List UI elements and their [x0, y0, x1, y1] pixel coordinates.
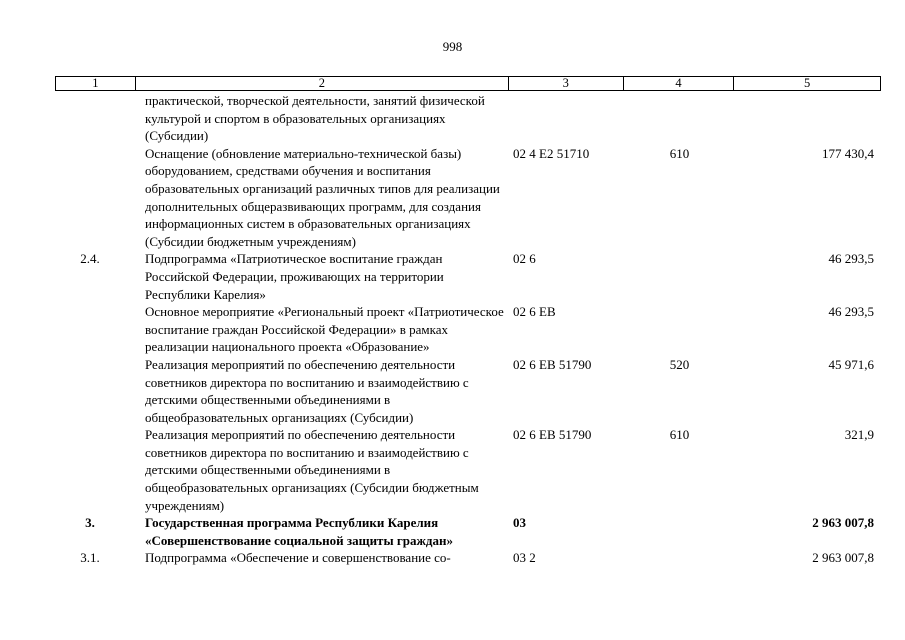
row-sum: 177 430,4	[822, 145, 874, 161]
row-name: Подпрограмма «Обеспечение и совершенствование со-	[145, 550, 451, 566]
table-row	[55, 549, 881, 567]
row-number	[55, 303, 135, 356]
header-col-4: 4	[624, 77, 735, 90]
row-code: 03 2	[513, 550, 536, 566]
row-name: практической, творческой деятельности, занятий физической культурой и спортом в образовательных организациях (Субсидии)	[145, 93, 485, 144]
row-name: Реализация мероприятий по обеспечению деятельности советников директора по воспитанию и взаимодействию с детскими общественными объединениями в общеобразовательных организациях (Субсидии бюджетным учреждениям)	[145, 427, 479, 513]
row-sum: 46 293,5	[828, 304, 874, 320]
row-code: 02 6	[513, 251, 536, 267]
row-name: Государственная программа Республики Карелия «Совершенствование социальной защиты граждан»	[145, 515, 453, 548]
page-number: 998	[442, 39, 463, 54]
row-code	[509, 92, 624, 145]
table-row	[55, 514, 881, 549]
row-kvr	[624, 549, 735, 567]
header-col-1: 1	[56, 77, 136, 90]
table-row	[55, 303, 881, 356]
row-sum: 46 293,5	[828, 251, 874, 267]
table-header	[55, 76, 881, 91]
table-row	[55, 356, 881, 426]
row-name: Оснащение (обновление материально-технической базы) оборудованием, средствами обучения и воспитания образовательных организаций различных типов для реализации дополнительных общеразвивающих программ, для создания информационных систем в образовательных организациях (Субсидии бюджетным учреждениям)	[145, 145, 500, 249]
row-number: 2.4.	[80, 251, 100, 267]
header-col-5: 5	[804, 76, 811, 90]
row-number: 3.	[85, 515, 95, 531]
row-kvr	[624, 92, 735, 145]
row-code: 02 6 EB 51790	[513, 427, 592, 443]
row-number	[55, 145, 135, 251]
row-number: 3.1.	[80, 550, 100, 566]
row-kvr	[624, 514, 735, 549]
row-code: 02 6 EB	[513, 304, 556, 320]
row-code: 02 4 E2 51710	[513, 145, 590, 161]
row-sum: 45 971,6	[828, 356, 874, 372]
row-code: 02 6 EB 51790	[513, 356, 592, 372]
table-row	[55, 92, 881, 145]
table-row	[55, 426, 881, 514]
table-row	[55, 145, 881, 251]
row-kvr: 610	[669, 145, 690, 161]
row-name: Реализация мероприятий по обеспечению деятельности советников директора по воспитанию и взаимодействию с детскими общественными объединениями в общеобразовательных организациях (Субсидии)	[145, 356, 469, 425]
header-col-3: 3	[509, 77, 624, 90]
row-sum	[735, 92, 881, 145]
row-name: Подпрограмма «Патриотическое воспитание граждан Российской Федерации, проживающих на территории Республики Карелия»	[145, 251, 444, 302]
table-row	[55, 250, 881, 303]
header-col-2: 2	[136, 77, 509, 90]
row-sum: 321,9	[844, 427, 874, 443]
row-sum: 2 963 007,8	[812, 515, 874, 531]
row-kvr: 610	[669, 427, 690, 443]
row-kvr	[624, 250, 735, 303]
row-number	[55, 356, 135, 426]
row-number	[55, 426, 135, 514]
row-sum: 2 963 007,8	[812, 550, 874, 566]
table-body	[55, 92, 881, 567]
row-number	[55, 92, 135, 145]
row-kvr: 520	[669, 356, 690, 372]
row-code: 03	[513, 515, 526, 531]
row-name: Основное мероприятие «Региональный проект «Патриотическое воспитание граждан Российской Федерации» в рамках реализации национального проекта «Образование»	[145, 304, 504, 355]
row-kvr	[624, 303, 735, 356]
